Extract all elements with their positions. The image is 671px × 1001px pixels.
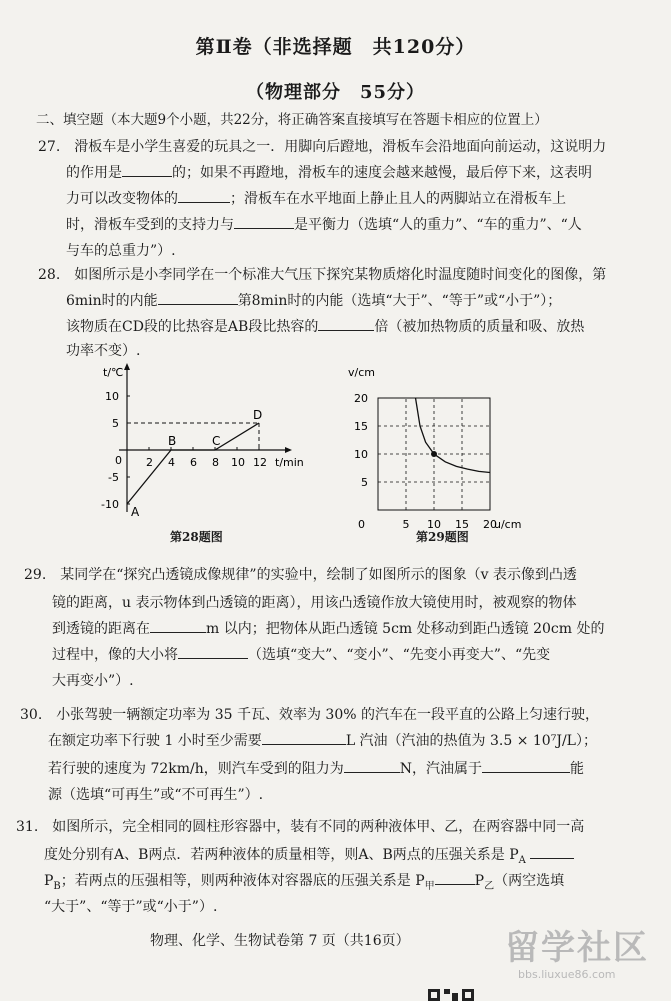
y-tick-label: 15 [354, 420, 368, 433]
section-subtitle: （物理部分 55分） [245, 82, 426, 103]
x-axis-label: t/min [275, 456, 304, 469]
q29-line3: 到透镜的距离在 m 以内；把物体从距凸透镜 5cm 处移动到距凸透镜 20cm 处的 [52, 621, 605, 637]
x-tick-label: 8 [212, 456, 219, 469]
x-tick-label: 5 [402, 518, 410, 531]
chart-q29-image-distance [330, 362, 550, 537]
q27-line4: 时，滑板车受到的支持力与 是平衡力（选填“人的重力”、“车的重力”、“人 [66, 217, 582, 233]
q28-line1: 28. 如图所示是小李同学在一个标准大气压下探究某物质熔化时温度随时间变化的图像，第 [38, 267, 607, 283]
page-footer: 物理、化学、生物试卷第 7 页（共16页） [150, 933, 410, 949]
q29-line4: 过程中，像的大小将 （选填“变大”、“变小”、“先变小再变大”、“先变 [52, 647, 551, 663]
x-tick-label: 10 [427, 518, 441, 531]
chart-q28-caption: 第28题图 [170, 530, 223, 544]
watermark-logo: 留学社区 [505, 928, 649, 968]
q30-line3: 若行驶的速度为 72km/h，则汽车受到的阻力为 N，汽油属于 能 [48, 761, 585, 777]
point-label-B: B [168, 434, 177, 448]
watermark-url: bbs.liuxue86.com [518, 968, 616, 981]
x-tick-label: 15 [455, 518, 469, 531]
q27-line1: 27. 滑板车是小学生喜爱的玩具之一．用脚向后蹬地，滑板车会沿地面向前运动，这说明力 [38, 139, 607, 155]
x-tick-label: 12 [253, 456, 267, 469]
x-axis-label: u/cm [494, 518, 522, 531]
q31-line3: $P_B$；若两点的压强相等，则两种液体对容器底的压强关系是 $P_甲$ $P_乙$（两空选填 [44, 873, 565, 892]
chart-q29-caption: 第29题图 [416, 530, 469, 544]
q30-line1: 30. 小张驾驶一辆额定功率为 35 千瓦、效率为 30% 的汽车在一段平直的公路上匀速行驶， [20, 707, 599, 723]
point-label-C: C [212, 434, 221, 448]
q27-line5: 与车的总重力”）. [66, 243, 176, 259]
q30-line4: 源（选填“可再生”或“不可再生”）. [48, 787, 264, 803]
q27-line2: 的作用是 的；如果不再蹬地，滑板车的速度会越来越慢，最后停下来，这表明 [66, 165, 592, 181]
q29-line2: 镜的距离，u 表示物体到凸透镜的距离），用该凸透镜作放大镜使用时，被观察的物体 [52, 595, 577, 611]
q31-line4: “大于”、“等于”或“小于”）. [44, 899, 218, 915]
point-label-D: D [253, 408, 263, 422]
x-tick-label: 10 [231, 456, 245, 469]
y-tick-label: 5 [361, 476, 368, 489]
y-tick-label: 10 [105, 390, 119, 403]
q31-line2: 度处分别有A、B两点．若两种液体的质量相等，则A、B两点的压强关系是 $P_A$ [44, 846, 574, 870]
marker-point [431, 451, 437, 457]
paper-title: 第Ⅱ卷（非选择题 共120分） [195, 36, 476, 58]
q30-line2: 在额定功率下行驶 1 小时至少需要 L 汽油（汽油的热值为 3.5 × 10⁷J/L）； [48, 733, 597, 749]
origin-label: 0 [115, 454, 122, 467]
y-axis-label: t/℃ [103, 366, 124, 379]
series-curve [416, 398, 490, 472]
y-tick-label: -10 [101, 498, 119, 511]
q28-line2: 6min时的内能 第8min时的内能（选填“大于”、“等于”或“小于”）； [66, 293, 562, 309]
y-tick-label: 20 [354, 392, 368, 405]
y-tick-label: -5 [108, 471, 119, 484]
y-axis-arrow [124, 363, 130, 370]
y-axis-label: v/cm [348, 366, 375, 379]
chart-q28-temperature-time [95, 362, 325, 547]
q29-line1: 29. 某同学在“探究凸透镜成像规律”的实验中，绘制了如图所示的图象（v 表示像到凸透 [24, 567, 577, 583]
x-tick-label: 4 [168, 456, 175, 469]
q28-line4: 功率不变）. [66, 343, 141, 359]
q31-line1: 31. 如图所示，完全相同的圆柱形容器中，装有不同的两种液体甲、乙，在两容器中同一高 [16, 819, 585, 835]
origin-label: 0 [358, 518, 365, 531]
y-tick-label: 5 [112, 417, 119, 430]
x-tick-label: 2 [146, 456, 153, 469]
x-tick-label: 20 [483, 518, 497, 531]
x-tick-label: 6 [190, 456, 197, 469]
section-instruction: 二、填空题（本大题9个小题，共22分，将正确答案直接填写在答题卡相应的位置上） [36, 112, 548, 128]
point-label-A: A [131, 505, 140, 519]
q28-line3: 该物质在CD段的比热容是AB段比热容的 倍（被加热物质的质量和吸、放热 [66, 319, 585, 335]
x-axis-arrow [285, 447, 292, 453]
q27-line3: 力可以改变物体的 ；滑板车在水平地面上静止且人的两脚站立在滑板车上 [66, 191, 566, 207]
qr-code-icon [428, 987, 476, 1001]
q29-line5: 大再变小”）. [52, 673, 134, 689]
y-tick-label: 10 [354, 448, 368, 461]
